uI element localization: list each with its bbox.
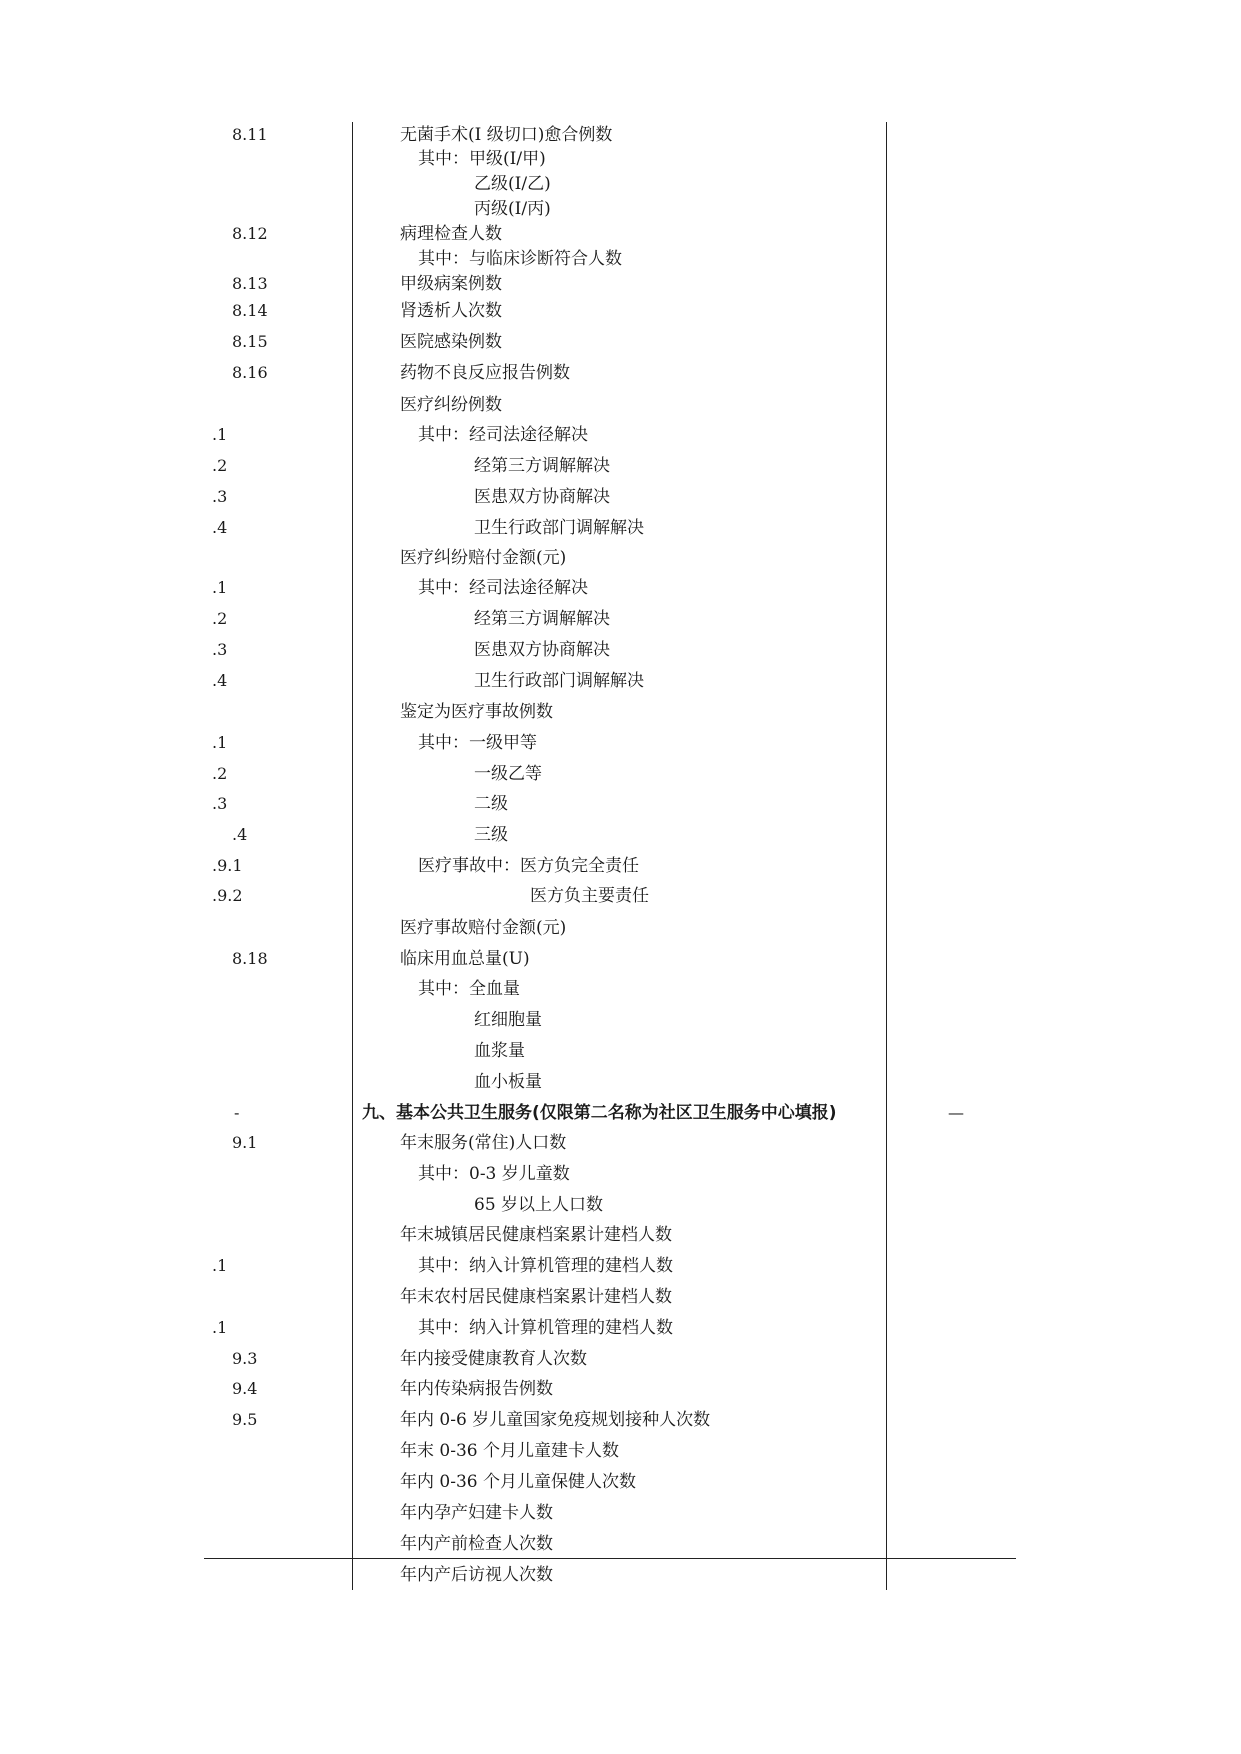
row-label: 年末农村居民健康档案累计建档人数 bbox=[400, 1287, 672, 1307]
row-code: .2 bbox=[212, 764, 228, 783]
row-label: 医疗事故中：医方负完全责任 bbox=[418, 856, 639, 876]
table-row bbox=[0, 1069, 1241, 1095]
row-code: .9.2 bbox=[212, 886, 243, 905]
row-code: .1 bbox=[212, 1318, 228, 1337]
table-row bbox=[0, 1007, 1241, 1033]
row-code: .4 bbox=[212, 518, 228, 537]
table-row bbox=[0, 545, 1241, 571]
table-row bbox=[0, 1469, 1241, 1495]
table-row bbox=[0, 1376, 1241, 1402]
row-code: .1 bbox=[212, 425, 228, 444]
row-label: 鉴定为医疗事故例数 bbox=[400, 702, 553, 722]
table-row bbox=[0, 271, 1241, 297]
section-heading: 九、基本公共卫生服务(仅限第二名称为社区卫生服务中心填报) bbox=[362, 1103, 837, 1123]
table-row bbox=[0, 1562, 1241, 1588]
row-code: 8.14 bbox=[232, 301, 268, 320]
row-label: 甲级病案例数 bbox=[400, 274, 502, 294]
table-row bbox=[0, 453, 1241, 479]
table-row bbox=[0, 575, 1241, 601]
table-row bbox=[0, 699, 1241, 725]
table-row bbox=[0, 171, 1241, 197]
table-row bbox=[0, 484, 1241, 510]
row-label: 其中：与临床诊断符合人数 bbox=[418, 249, 622, 269]
row-label: 其中：甲级(I/甲) bbox=[418, 149, 546, 169]
table-row bbox=[0, 122, 1241, 148]
row-label: 药物不良反应报告例数 bbox=[400, 363, 570, 383]
row-code: .1 bbox=[212, 733, 228, 752]
table-row bbox=[0, 392, 1241, 418]
row-label: 经第三方调解解决 bbox=[474, 456, 610, 476]
row-label: 医患双方协商解决 bbox=[474, 640, 610, 660]
row-label: 医疗纠纷赔付金额(元) bbox=[400, 548, 567, 568]
table-row bbox=[0, 791, 1241, 817]
table-row bbox=[0, 1222, 1241, 1248]
row-code: 8.13 bbox=[232, 274, 268, 293]
row-label: 卫生行政部门调解解决 bbox=[474, 671, 644, 691]
row-label: 年内 0-36 个月儿童保健人次数 bbox=[400, 1472, 636, 1492]
table-row bbox=[0, 1346, 1241, 1372]
table-row bbox=[0, 146, 1241, 172]
row-label: 年内接受健康教育人次数 bbox=[400, 1349, 587, 1369]
row-code: .4 bbox=[232, 825, 248, 844]
row-label: 年内传染病报告例数 bbox=[400, 1379, 553, 1399]
table-row bbox=[0, 1531, 1241, 1557]
table-row bbox=[0, 360, 1241, 386]
row-code: 8.15 bbox=[232, 332, 268, 351]
table-row bbox=[0, 1038, 1241, 1064]
row-code: 8.11 bbox=[232, 125, 268, 144]
table-row bbox=[0, 221, 1241, 247]
row-label: 医疗事故赔付金额(元) bbox=[400, 918, 567, 938]
table-row bbox=[0, 915, 1241, 941]
table-row bbox=[0, 668, 1241, 694]
table-row bbox=[0, 822, 1241, 848]
row-label: 病理检查人数 bbox=[400, 224, 502, 244]
row-label: 二级 bbox=[474, 794, 508, 814]
row-code: 9.4 bbox=[232, 1379, 258, 1398]
table-row bbox=[0, 976, 1241, 1002]
row-label: 医院感染例数 bbox=[400, 332, 502, 352]
table-row bbox=[0, 606, 1241, 632]
row-label: 年内产前检查人次数 bbox=[400, 1534, 553, 1554]
table-row bbox=[0, 196, 1241, 222]
table-row bbox=[0, 1253, 1241, 1279]
row-code: .2 bbox=[212, 456, 228, 475]
row-code: 8.18 bbox=[232, 949, 268, 968]
row-code: 8.12 bbox=[232, 224, 268, 243]
table-row bbox=[0, 515, 1241, 541]
row-label: 卫生行政部门调解解决 bbox=[474, 518, 644, 538]
row-label: 血浆量 bbox=[474, 1041, 525, 1061]
row-label: 其中：经司法途径解决 bbox=[418, 425, 588, 445]
row-label: 其中：经司法途径解决 bbox=[418, 578, 588, 598]
table-row bbox=[0, 1100, 1241, 1126]
table-row bbox=[0, 853, 1241, 879]
row-code: .4 bbox=[212, 671, 228, 690]
row-label: 年末 0-36 个月儿童建卡人数 bbox=[400, 1441, 619, 1461]
row-label: 65 岁以上人口数 bbox=[474, 1195, 604, 1215]
table-row bbox=[0, 1500, 1241, 1526]
row-code: .3 bbox=[212, 487, 228, 506]
row-label: 临床用血总量(U) bbox=[400, 949, 530, 969]
row-label: 三级 bbox=[474, 825, 508, 845]
table-row bbox=[0, 298, 1241, 324]
row-label: 乙级(I/乙) bbox=[474, 174, 551, 194]
row-label: 医疗纠纷例数 bbox=[400, 395, 502, 415]
table-row bbox=[0, 1161, 1241, 1187]
table-row bbox=[0, 246, 1241, 272]
table-row bbox=[0, 1438, 1241, 1464]
row-code: .2 bbox=[212, 609, 228, 628]
table-row bbox=[0, 1130, 1241, 1156]
table-row bbox=[0, 730, 1241, 756]
table-row bbox=[0, 1315, 1241, 1341]
row-value-dash: — bbox=[948, 1103, 964, 1122]
table-row bbox=[0, 1407, 1241, 1433]
table-row bbox=[0, 1284, 1241, 1310]
row-label: 其中：全血量 bbox=[418, 979, 520, 999]
row-label: 无菌手术(I 级切口)愈合例数 bbox=[400, 125, 613, 145]
row-code: .3 bbox=[212, 794, 228, 813]
row-code: 8.16 bbox=[232, 363, 268, 382]
row-label: 经第三方调解解决 bbox=[474, 609, 610, 629]
row-label: 红细胞量 bbox=[474, 1010, 542, 1030]
row-label: 其中：纳入计算机管理的建档人数 bbox=[418, 1256, 673, 1276]
row-label: 丙级(I/丙) bbox=[474, 199, 551, 219]
row-code: 9.3 bbox=[232, 1349, 258, 1368]
row-label: 其中：0-3 岁儿童数 bbox=[418, 1164, 570, 1184]
row-code: - bbox=[234, 1103, 240, 1122]
row-code: .1 bbox=[212, 578, 228, 597]
row-code: .3 bbox=[212, 640, 228, 659]
row-label: 年末城镇居民健康档案累计建档人数 bbox=[400, 1225, 672, 1245]
row-code: 9.1 bbox=[232, 1133, 258, 1152]
table-row bbox=[0, 883, 1241, 909]
row-label: 医方负主要责任 bbox=[530, 886, 649, 906]
row-label: 其中：一级甲等 bbox=[418, 733, 537, 753]
table-row bbox=[0, 1192, 1241, 1218]
row-label: 医患双方协商解决 bbox=[474, 487, 610, 507]
table-row bbox=[0, 761, 1241, 787]
row-label: 血小板量 bbox=[474, 1072, 542, 1092]
table-row bbox=[0, 422, 1241, 448]
table-row bbox=[0, 637, 1241, 663]
row-label: 肾透析人次数 bbox=[400, 301, 502, 321]
row-label: 一级乙等 bbox=[474, 764, 542, 784]
table-row bbox=[0, 946, 1241, 972]
row-label: 年内产后访视人次数 bbox=[400, 1565, 553, 1585]
row-label: 年末服务(常住)人口数 bbox=[400, 1133, 567, 1153]
row-code: 9.5 bbox=[232, 1410, 258, 1429]
row-code: .9.1 bbox=[212, 856, 243, 875]
row-label: 其中：纳入计算机管理的建档人数 bbox=[418, 1318, 673, 1338]
row-label: 年内 0-6 岁儿童国家免疫规划接种人次数 bbox=[400, 1410, 711, 1430]
row-label: 年内孕产妇建卡人数 bbox=[400, 1503, 553, 1523]
table-row bbox=[0, 329, 1241, 355]
row-code: .1 bbox=[212, 1256, 228, 1275]
